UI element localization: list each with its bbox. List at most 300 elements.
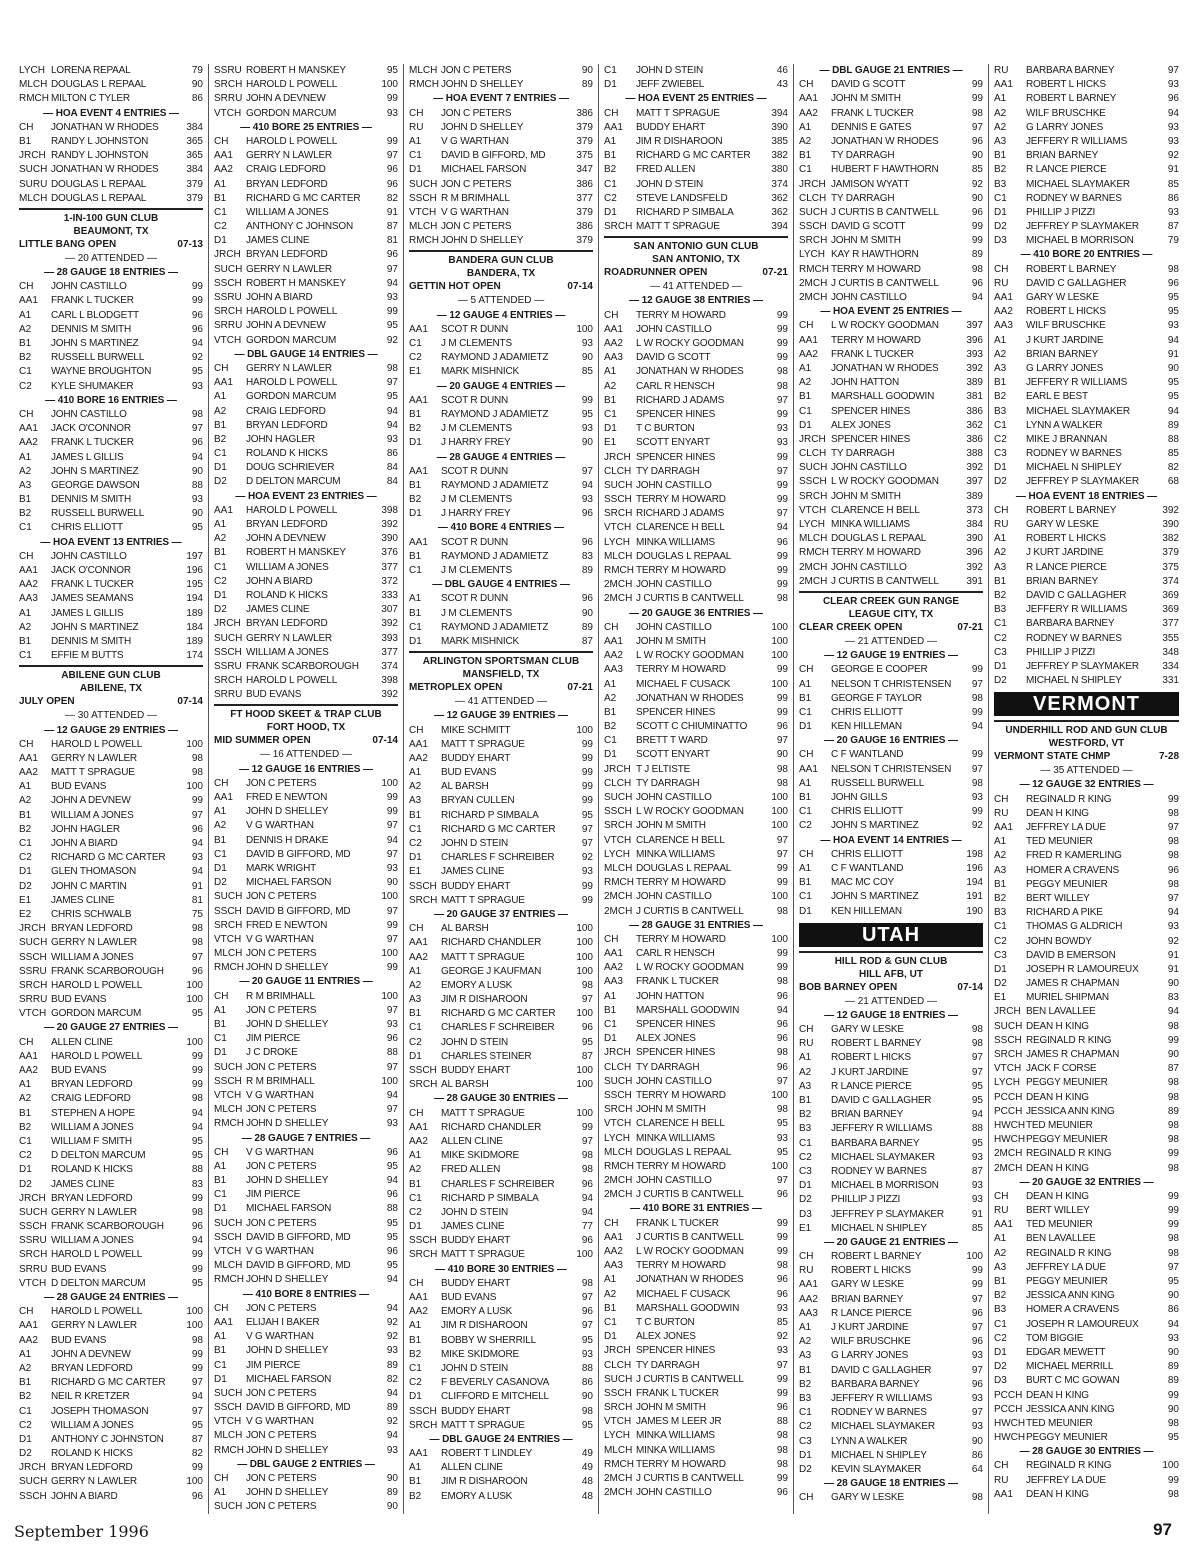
- shooter-name: MATT T SPRAGUE: [636, 221, 720, 233]
- shooter-name: JEFF ZWIEBEL: [636, 79, 705, 91]
- score: 384: [966, 519, 983, 530]
- result-row: [604, 1103, 788, 1117]
- shooter-name: GARY W LESKE: [1026, 292, 1099, 303]
- result-row: [994, 991, 1179, 1005]
- shooter-name: GORDON MARCUM: [246, 334, 337, 346]
- result-row: [214, 1174, 398, 1188]
- shoot-title: [604, 266, 788, 280]
- shooter-name: BEN LAVALLEE: [1026, 1006, 1096, 1018]
- result-row: [604, 436, 788, 450]
- score: 95: [1167, 1276, 1179, 1287]
- score: 98: [971, 1038, 983, 1050]
- result-row: [409, 951, 593, 965]
- result-row: [799, 206, 983, 220]
- class-code: SSCH: [19, 951, 47, 963]
- result-row: [799, 1364, 983, 1378]
- score: 88: [191, 479, 203, 491]
- shooter-name: R LANCE PIERCE: [831, 1080, 912, 1092]
- score: 81: [191, 894, 203, 906]
- score: 96: [581, 508, 593, 520]
- shooter-name: TY DARRAGH: [636, 1359, 700, 1371]
- class-code: AA2: [214, 164, 233, 176]
- class-code: C2: [799, 820, 812, 832]
- class-code: SRCH: [19, 1249, 48, 1261]
- class-code: LYCH: [604, 848, 630, 860]
- score: 83: [1167, 992, 1179, 1004]
- shooter-name: JOHN CASTILLO: [831, 561, 907, 573]
- result-row: [214, 1401, 398, 1415]
- score: 100: [771, 792, 788, 803]
- result-row: [19, 794, 203, 808]
- score: 93: [971, 1151, 983, 1163]
- shooter-name: J CURTIS B CANTWELL: [831, 206, 939, 218]
- shooter-name: BUD EVANS: [441, 767, 497, 779]
- score: 98: [776, 1104, 788, 1116]
- shooter-name: MICHAEL SLAYMAKER: [831, 1421, 935, 1433]
- result-row: [604, 1032, 788, 1046]
- class-code: LYCH: [799, 519, 825, 530]
- score: 98: [971, 1024, 983, 1036]
- result-row: [214, 163, 398, 177]
- result-row: [799, 92, 983, 106]
- result-row: [799, 1051, 983, 1065]
- score: 98: [776, 1430, 788, 1442]
- score: 98: [776, 366, 788, 378]
- result-row: [799, 362, 983, 376]
- result-row: [409, 408, 593, 422]
- result-row: [19, 1490, 203, 1504]
- result-row: [19, 578, 203, 592]
- result-row: [994, 1261, 1179, 1275]
- score: 97: [971, 1364, 983, 1376]
- shooter-name: SPENCER HINES: [636, 451, 716, 463]
- class-code: D2: [19, 1178, 32, 1190]
- result-row: [799, 720, 983, 734]
- shooter-name: JONATHAN W RHODES: [636, 1274, 744, 1286]
- shooter-name: CARL R HENSCH: [636, 948, 715, 960]
- class-code: A1: [799, 777, 812, 789]
- score: 96: [1167, 93, 1179, 105]
- result-row: [19, 993, 203, 1007]
- score: 100: [771, 678, 788, 690]
- score: 99: [776, 664, 788, 676]
- shooter-name: L W ROCKY GOODMAN: [831, 320, 939, 332]
- shooter-name: HAROLD L POWELL: [246, 79, 338, 91]
- result-row: [19, 965, 203, 979]
- shoot-name: LITTLE BANG OPEN: [19, 238, 117, 250]
- score: 99: [776, 1387, 788, 1399]
- shooter-name: SCOT R DUNN: [441, 394, 509, 406]
- result-row: [994, 121, 1179, 135]
- class-code: B1: [799, 877, 812, 889]
- score: 84: [386, 462, 398, 474]
- score: 95: [1167, 391, 1179, 403]
- score: 97: [1167, 65, 1179, 76]
- result-row: [604, 1231, 788, 1245]
- shooter-name: RICHARD J ADAMS: [636, 508, 725, 520]
- score: 100: [186, 781, 203, 793]
- class-code: B1: [799, 1095, 812, 1106]
- shooter-name: SCOTT ENYART: [636, 437, 710, 449]
- class-code: LYCH: [799, 249, 825, 261]
- score: 83: [581, 550, 593, 562]
- result-row: [799, 248, 983, 262]
- class-code: RMCH: [799, 547, 829, 559]
- shooter-name: J KURT JARDINE: [1026, 547, 1104, 559]
- score: 379: [1162, 547, 1179, 559]
- score: 89: [1167, 1105, 1179, 1117]
- result-row: [214, 263, 398, 277]
- score: 100: [576, 323, 593, 335]
- score: 96: [971, 1336, 983, 1348]
- score: 99: [191, 1263, 203, 1275]
- shoot-name: CLEAR CREEK OPEN: [799, 621, 903, 633]
- class-code: AA1: [409, 1448, 428, 1460]
- shooter-name: HAROLD L POWELL: [246, 675, 338, 687]
- score: 100: [186, 1320, 203, 1332]
- result-row: [994, 949, 1179, 963]
- shooter-name: MICHAEL FARSON: [246, 877, 332, 889]
- shooter-name: MICHAEL SLAYMAKER: [1026, 178, 1130, 190]
- event-header: — 28 GAUGE 31 ENTRIES —: [629, 919, 763, 931]
- class-code: C1: [19, 838, 32, 849]
- class-code: 2MCH: [604, 593, 633, 605]
- class-code: JRCH: [214, 249, 241, 261]
- result-row: [994, 1374, 1179, 1388]
- result-row: [604, 550, 788, 564]
- shooter-name: JOHN CASTILLO: [636, 323, 712, 335]
- score: 355: [1162, 632, 1179, 644]
- class-code: 2MCH: [604, 1487, 633, 1499]
- shooter-name: PHILLIP J PIZZI: [831, 1194, 901, 1206]
- class-code: C1: [994, 419, 1007, 431]
- result-row: [19, 408, 203, 422]
- score: 99: [191, 295, 203, 307]
- result-row: [994, 920, 1179, 934]
- result-row: [994, 977, 1179, 991]
- shooter-name: J CURTIS B CANTWELL: [831, 575, 939, 587]
- class-code: AA2: [799, 1293, 818, 1305]
- shooter-name: RAYMOND J ADAMIETZ: [441, 621, 549, 633]
- score: 94: [1167, 907, 1179, 919]
- shooter-name: JAMES CLINE: [441, 1221, 505, 1233]
- result-row: [409, 550, 593, 564]
- class-code: C3: [799, 1435, 812, 1447]
- score: 94: [191, 838, 203, 849]
- class-code: D2: [214, 604, 227, 616]
- result-row: [214, 78, 398, 92]
- shooter-name: TERRY M HOWARD: [636, 664, 726, 676]
- score: 90: [386, 1501, 398, 1513]
- shooter-name: RAYMOND J ADAMIETZ: [441, 550, 549, 562]
- score: 94: [386, 405, 398, 417]
- shooter-name: J KURT JARDINE: [1026, 334, 1104, 346]
- class-code: B3: [994, 907, 1007, 919]
- result-row: [994, 234, 1179, 248]
- score: 91: [1167, 963, 1179, 975]
- score: 82: [1167, 462, 1179, 474]
- shooter-name: JOSEPH THOMASON: [51, 1405, 149, 1417]
- class-code: A1: [604, 1274, 617, 1286]
- shooter-name: SPENCER HINES: [636, 706, 716, 718]
- shooter-name: RAYMOND J ADAMIETZ: [441, 408, 549, 420]
- shooter-name: KEVIN SLAYMAKER: [831, 1463, 922, 1475]
- result-row: [799, 862, 983, 876]
- result-row: [994, 864, 1179, 878]
- class-code: MLCH: [214, 1104, 243, 1116]
- score: 93: [386, 292, 398, 303]
- score: 100: [576, 937, 593, 949]
- result-row: [799, 748, 983, 762]
- score: 97: [386, 933, 398, 945]
- class-code: CH: [19, 1036, 34, 1048]
- shooter-name: BRIAN BARNEY: [831, 1109, 904, 1121]
- shooter-name: ROBERT L BARNEY: [1026, 504, 1117, 516]
- shooter-name: NELSON T CHRISTENSEN: [831, 678, 952, 690]
- shooter-name: ALLEN CLINE: [441, 1135, 503, 1147]
- class-code: AA1: [409, 536, 428, 548]
- score: 91: [1167, 348, 1179, 360]
- score: 97: [776, 848, 788, 860]
- shooter-name: HAROLD L POWELL: [246, 504, 338, 516]
- shooter-name: JON C PETERS: [441, 107, 512, 119]
- score: 98: [776, 905, 788, 917]
- shooter-name: CHRIS ELLIOTT: [831, 706, 903, 718]
- score: 98: [776, 763, 788, 775]
- score: 93: [776, 437, 788, 449]
- shooter-name: BRYAN CULLEN: [441, 795, 515, 807]
- score: 100: [1162, 1460, 1179, 1472]
- score: 93: [1167, 921, 1179, 933]
- result-row: [409, 607, 593, 621]
- class-code: A2: [994, 547, 1007, 559]
- result-row: [994, 1459, 1179, 1473]
- shooter-name: DAVID B GIFFORD, MD: [246, 1260, 351, 1272]
- event-header: — 410 BORE 30 ENTRIES —: [435, 1263, 567, 1275]
- result-row: [409, 1234, 593, 1248]
- club-location: SAN ANTONIO, TX: [652, 254, 740, 266]
- class-code: 2MCH: [994, 1148, 1023, 1160]
- shooter-name: JONATHAN W RHODES: [636, 366, 744, 378]
- shooter-name: JESSICA ANN KING: [1026, 1403, 1115, 1415]
- score: 96: [776, 536, 788, 548]
- class-code: SSRU: [214, 292, 242, 303]
- result-row: [604, 1259, 788, 1273]
- shooter-name: HUBERT F HAWTHORN: [831, 164, 939, 176]
- score: 92: [1167, 150, 1179, 162]
- score: 85: [971, 1222, 983, 1234]
- score: 94: [386, 1430, 398, 1442]
- result-row: [214, 234, 398, 248]
- result-row: [19, 149, 203, 163]
- score: 392: [966, 362, 983, 374]
- shooter-name: JOHN D SHELLEY: [246, 1487, 329, 1499]
- class-code: VTCH: [214, 933, 242, 945]
- score: 99: [191, 1362, 203, 1374]
- shooter-name: GORDON MARCUM: [246, 391, 337, 403]
- score: 94: [581, 479, 593, 491]
- score: 95: [971, 1137, 983, 1149]
- column-3: [404, 64, 599, 1514]
- score: 99: [386, 919, 398, 931]
- class-code: A3: [994, 1261, 1007, 1273]
- shooter-name: CHRIS ELLIOTT: [831, 848, 903, 860]
- result-row: [604, 649, 788, 663]
- class-code: A2: [409, 1164, 422, 1176]
- class-code: C2: [214, 575, 227, 587]
- attendance: — 20 ATTENDED —: [64, 252, 158, 264]
- score: 100: [966, 1251, 983, 1263]
- class-code: SSCH: [19, 1221, 47, 1233]
- result-row: [19, 865, 203, 879]
- class-code: SSCH: [409, 1235, 437, 1247]
- class-code: PCCH: [994, 1105, 1023, 1117]
- shooter-name: JAMES M LEER JR: [636, 1416, 722, 1428]
- result-row: [604, 1217, 788, 1231]
- class-code: B1: [994, 575, 1007, 587]
- score: 392: [381, 689, 398, 701]
- class-code: CH: [214, 362, 229, 374]
- class-code: CLCH: [799, 448, 827, 460]
- shooter-name: MICHAEL N SHIPLEY: [1026, 675, 1122, 687]
- shooter-name: RICHARD A PIKE: [1026, 907, 1103, 919]
- score: 99: [386, 93, 398, 105]
- score: 93: [1167, 79, 1179, 91]
- class-code: CH: [19, 1306, 34, 1318]
- score: 97: [776, 1175, 788, 1187]
- event-header: — 410 BORE 25 ENTRIES —: [240, 121, 372, 133]
- shooter-name: GERRY N LAWLER: [51, 937, 137, 949]
- result-row: [214, 1344, 398, 1358]
- score: 97: [191, 1405, 203, 1417]
- score: 99: [776, 352, 788, 364]
- shooter-name: PHILLIP J PIZZI: [1026, 646, 1096, 658]
- class-code: C2: [604, 192, 617, 204]
- class-code: A3: [994, 362, 1007, 374]
- shooter-name: JOHN D SHELLEY: [246, 1118, 329, 1130]
- shooter-name: BOBBY W SHERRILL: [441, 1334, 536, 1346]
- shooter-name: TED MEUNIER: [1026, 1417, 1093, 1429]
- result-row: [214, 447, 398, 461]
- result-row: [19, 1390, 203, 1404]
- class-code: CLCH: [604, 465, 632, 477]
- class-code: CLCH: [604, 1061, 632, 1073]
- score: 96: [776, 1487, 788, 1499]
- score: 95: [1167, 306, 1179, 318]
- class-code: SSCH: [409, 192, 437, 204]
- score: 396: [966, 547, 983, 559]
- class-code: B1: [994, 150, 1007, 162]
- class-code: B1: [799, 150, 812, 162]
- result-row: [214, 848, 398, 862]
- score: 369: [1162, 589, 1179, 601]
- score: 99: [776, 948, 788, 960]
- score: 90: [971, 1435, 983, 1447]
- class-code: E1: [409, 366, 422, 378]
- result-row: [19, 192, 203, 206]
- class-code: CH: [19, 550, 34, 562]
- shooter-name: T C BURTON: [636, 1316, 695, 1328]
- score: 99: [776, 408, 788, 420]
- result-row: [799, 1037, 983, 1051]
- result-row: [19, 1461, 203, 1475]
- shooter-name: J M CLEMENTS: [441, 607, 512, 619]
- result-row: [409, 1419, 593, 1433]
- result-row: [604, 791, 788, 805]
- shoot-name: VERMONT STATE CHMP: [994, 751, 1111, 763]
- shooter-name: JAMES CLINE: [51, 894, 115, 906]
- score: 97: [191, 951, 203, 963]
- score: 94: [1167, 405, 1179, 417]
- score: 98: [776, 380, 788, 392]
- score: 99: [776, 692, 788, 704]
- result-row: [19, 1163, 203, 1177]
- score: 91: [1167, 949, 1179, 961]
- result-row: [19, 451, 203, 465]
- result-row: [19, 1206, 203, 1220]
- class-code: AA1: [19, 423, 38, 435]
- class-code: CLCH: [604, 1359, 632, 1371]
- result-row: [409, 1121, 593, 1135]
- result-row: [604, 876, 788, 890]
- score: 96: [1167, 277, 1179, 289]
- class-code: C1: [409, 1362, 422, 1374]
- class-code: CH: [409, 1107, 424, 1119]
- class-code: MLCH: [409, 65, 438, 76]
- class-code: A1: [994, 1233, 1007, 1245]
- result-row: [409, 1078, 593, 1092]
- class-code: SSCH: [994, 1034, 1022, 1046]
- class-code: VTCH: [214, 1246, 242, 1257]
- class-code: CLCH: [604, 777, 632, 789]
- class-code: B1: [19, 809, 32, 821]
- club-name: UNDERHILL ROD AND GUN CLUB: [994, 720, 1179, 737]
- class-code: AA3: [604, 976, 623, 988]
- class-code: SSCH: [409, 880, 437, 892]
- class-code: D1: [994, 1346, 1007, 1358]
- shooter-name: TERRY M HOWARD: [636, 1160, 726, 1172]
- class-code: C1: [214, 1189, 227, 1201]
- score: 97: [971, 763, 983, 775]
- shooter-name: JOHN GILLS: [831, 792, 888, 803]
- class-code: B3: [994, 178, 1007, 190]
- result-row: [604, 365, 788, 379]
- shooter-name: J HARRY FREY: [441, 437, 511, 449]
- shooter-name: JOHN CASTILLO: [636, 1075, 712, 1087]
- shooter-name: JOHN CASTILLO: [831, 462, 907, 474]
- score: 97: [581, 838, 593, 849]
- class-code: A1: [604, 678, 617, 690]
- result-row: [604, 1046, 788, 1060]
- class-code: C1: [994, 618, 1007, 630]
- result-row: [19, 1135, 203, 1149]
- shooter-name: JEFFERY R WILLIAMS: [831, 1392, 933, 1404]
- result-row: [19, 1334, 203, 1348]
- score: 99: [386, 792, 398, 803]
- shooter-name: ROBERT L HICKS: [1026, 533, 1106, 545]
- score: 99: [1167, 1205, 1179, 1217]
- class-code: C1: [19, 522, 32, 534]
- class-code: SSCH: [799, 476, 827, 488]
- score: 95: [191, 1277, 203, 1289]
- shoot-date: 07-14: [372, 735, 398, 747]
- class-code: SSCH: [799, 221, 827, 233]
- class-code: B1: [19, 494, 32, 506]
- score: 95: [581, 809, 593, 821]
- shooter-name: WILF BRUSCHKE: [1026, 107, 1106, 119]
- shooter-name: GORDON MARCUM: [51, 1008, 142, 1020]
- shooter-name: WILLIAM A JONES: [51, 1121, 134, 1133]
